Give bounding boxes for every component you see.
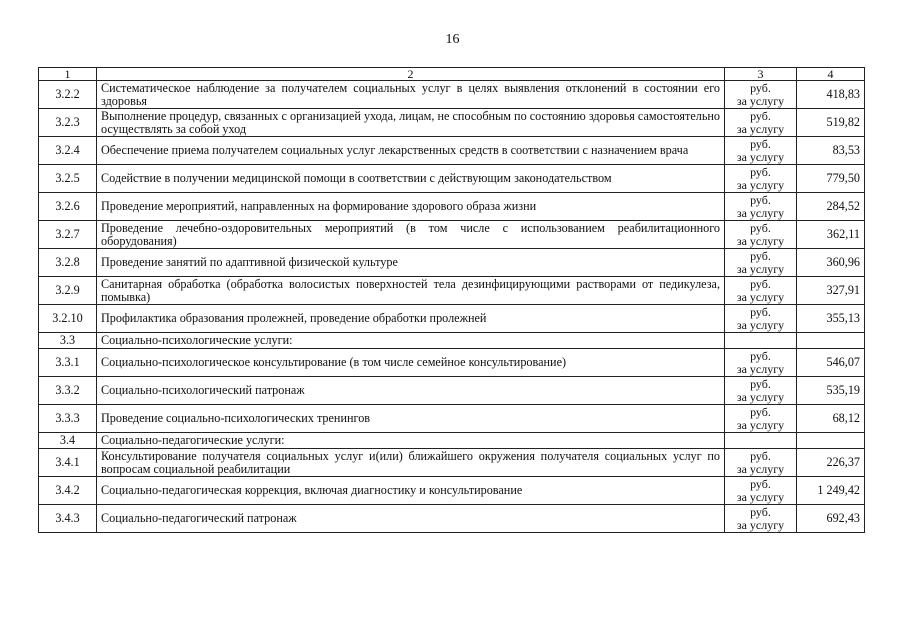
row-number: 3.2.10 (39, 305, 97, 333)
row-number: 3.4.1 (39, 449, 97, 477)
unit-currency: руб. (750, 136, 771, 151)
unit-per-service: за услугу (736, 389, 785, 404)
unit-cell (725, 349, 797, 377)
unit-cell (725, 305, 797, 333)
table-row (39, 249, 865, 277)
unit-currency: руб. (750, 108, 771, 123)
table-row (39, 193, 865, 221)
unit-cell (725, 249, 797, 277)
price-value: 692,43 (797, 505, 865, 533)
unit-cell (725, 221, 797, 249)
row-number: 3.3.2 (39, 377, 97, 405)
section-row (39, 333, 865, 349)
unit-per-service: за услугу (736, 461, 785, 476)
unit-cell (725, 109, 797, 137)
section-row (39, 433, 865, 449)
unit-currency: руб. (750, 504, 771, 519)
price-value (797, 333, 865, 349)
unit-currency: руб. (750, 164, 771, 179)
unit-cell (725, 377, 797, 405)
table-row (39, 405, 865, 433)
section-title: Социально-психологические услуги: (97, 333, 725, 349)
row-number: 3.2.9 (39, 277, 97, 305)
service-description: Систематическое наблюдение за получателем социальных услуг в целях выявления отклонений в состоянии его здоровья (97, 81, 725, 109)
price-value: 535,19 (797, 377, 865, 405)
price-value: 362,11 (797, 221, 865, 249)
service-description: Проведение занятий по адаптивной физической культуре (97, 249, 725, 277)
service-description: Проведение мероприятий, направленных на формирование здорового образа жизни (97, 193, 725, 221)
price-value: 779,50 (797, 165, 865, 193)
row-number: 3.4.3 (39, 505, 97, 533)
row-number: 3.2.3 (39, 109, 97, 137)
unit-per-service: за услугу (736, 517, 785, 532)
price-value: 418,83 (797, 81, 865, 109)
unit-per-service: за услугу (736, 417, 785, 432)
unit-per-service: за услугу (736, 177, 785, 192)
unit-cell (725, 333, 797, 349)
unit-per-service: за услугу (736, 261, 785, 276)
unit-cell (725, 405, 797, 433)
row-number: 3.4 (39, 433, 97, 449)
section-title: Социально-педагогические услуги: (97, 433, 725, 449)
unit-per-service: за услугу (736, 121, 785, 136)
unit-cell (725, 449, 797, 477)
price-value: 360,96 (797, 249, 865, 277)
table-row (39, 277, 865, 305)
row-number: 3.2.7 (39, 221, 97, 249)
service-description: Проведение социально-психологических тренингов (97, 405, 725, 433)
unit-cell (725, 433, 797, 449)
unit-cell (725, 165, 797, 193)
table-row (39, 165, 865, 193)
page-number: 16 (445, 32, 460, 47)
row-number: 3.2.2 (39, 81, 97, 109)
service-description: Обеспечение приема получателем социальных услуг лекарственных средств в соответствии с назначением врача (97, 137, 725, 165)
row-number: 3.2.4 (39, 137, 97, 165)
column-header: 3 (725, 68, 797, 81)
unit-per-service: за услугу (736, 361, 785, 376)
row-number: 3.2.5 (39, 165, 97, 193)
price-value: 83,53 (797, 137, 865, 165)
unit-cell (725, 137, 797, 165)
unit-currency: руб. (750, 248, 771, 263)
price-value: 519,82 (797, 109, 865, 137)
table-row (39, 477, 865, 505)
column-header: 2 (97, 68, 725, 81)
table-row (39, 137, 865, 165)
price-value: 546,07 (797, 349, 865, 377)
service-description: Санитарная обработка (обработка волосистых поверхностей тела дезинфицирующими растворами от педикулеза, помывка) (97, 277, 725, 305)
price-value: 226,37 (797, 449, 865, 477)
table-row (39, 305, 865, 333)
price-value: 1 249,42 (797, 477, 865, 505)
column-header: 4 (797, 68, 865, 81)
unit-per-service: за услугу (736, 289, 785, 304)
table-header-row (39, 68, 865, 81)
table-row (39, 377, 865, 405)
service-description: Консультирование получателя социальных услуг и(или) ближайшего окружения получателя социальных услуг по вопросам социальной реабилитации (97, 449, 725, 477)
service-description: Социально-педагогический патронаж (97, 505, 725, 533)
table-row (39, 81, 865, 109)
service-description: Социально-психологическое консультирование (в том числе семейное консультирование) (97, 349, 725, 377)
unit-per-service: за услугу (736, 205, 785, 220)
row-number: 3.2.6 (39, 193, 97, 221)
unit-currency: руб. (750, 404, 771, 419)
unit-per-service: за услугу (736, 317, 785, 332)
unit-cell (725, 505, 797, 533)
unit-currency: руб. (750, 80, 771, 95)
service-description: Социально-психологический патронаж (97, 377, 725, 405)
unit-currency: руб. (750, 220, 771, 235)
unit-per-service: за услугу (736, 149, 785, 164)
table-row (39, 505, 865, 533)
price-value: 284,52 (797, 193, 865, 221)
price-value: 355,13 (797, 305, 865, 333)
column-header: 1 (39, 68, 97, 81)
service-description: Социально-педагогическая коррекция, включая диагностику и консультирование (97, 477, 725, 505)
unit-per-service: за услугу (736, 93, 785, 108)
table-row (39, 109, 865, 137)
price-value: 68,12 (797, 405, 865, 433)
price-value: 327,91 (797, 277, 865, 305)
row-number: 3.3.1 (39, 349, 97, 377)
row-number: 3.2.8 (39, 249, 97, 277)
unit-cell (725, 81, 797, 109)
unit-cell (725, 193, 797, 221)
unit-currency: руб. (750, 476, 771, 491)
service-description: Проведение лечебно-оздоровительных мероприятий (в том числе с использованием реабилитационного оборудования) (97, 221, 725, 249)
unit-cell (725, 277, 797, 305)
row-number: 3.3 (39, 333, 97, 349)
unit-currency: руб. (750, 348, 771, 363)
service-description: Выполнение процедур, связанных с организацией ухода, лицам, не способным по состоянию здоровья самостоятельно осуществлять за собой уход (97, 109, 725, 137)
unit-per-service: за услугу (736, 489, 785, 504)
unit-cell (725, 477, 797, 505)
row-number: 3.3.3 (39, 405, 97, 433)
tariff-table (38, 67, 865, 533)
unit-currency: руб. (750, 276, 771, 291)
unit-currency: руб. (750, 376, 771, 391)
unit-currency: руб. (750, 192, 771, 207)
table-row (39, 449, 865, 477)
table-row (39, 221, 865, 249)
table-row (39, 349, 865, 377)
service-description: Содействие в получении медицинской помощи в соответствии с действующим законодательством (97, 165, 725, 193)
unit-per-service: за услугу (736, 233, 785, 248)
unit-currency: руб. (750, 448, 771, 463)
price-value (797, 433, 865, 449)
service-description: Профилактика образования пролежней, проведение обработки пролежней (97, 305, 725, 333)
row-number: 3.4.2 (39, 477, 97, 505)
unit-currency: руб. (750, 304, 771, 319)
